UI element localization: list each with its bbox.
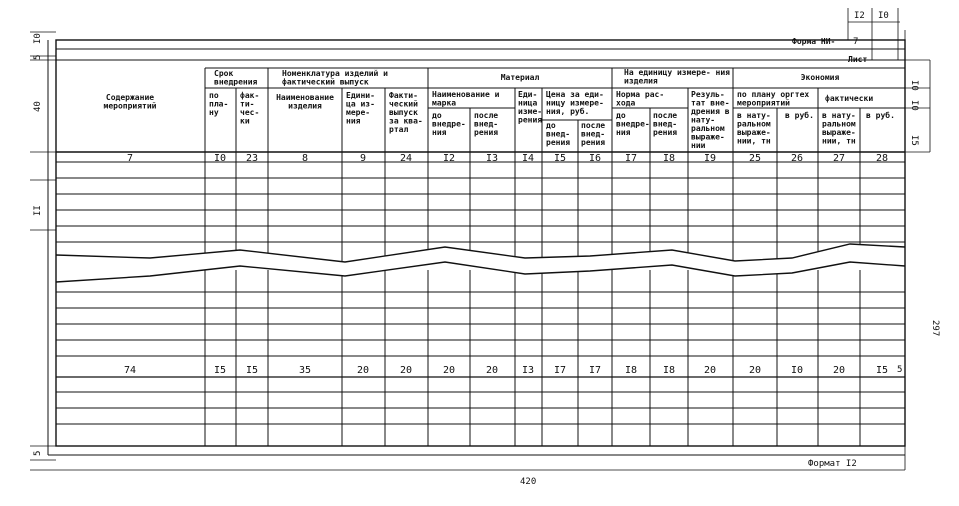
column-number-11: I7: [624, 153, 638, 164]
sheet-label: Лист: [848, 55, 868, 64]
header-period: Срок внедрения: [214, 69, 258, 87]
left-dim-1: I0: [33, 33, 43, 44]
column-width-6: 20: [442, 365, 456, 376]
header-nom-output: Факти-ческий выпуск за ква-ртал: [389, 91, 423, 134]
table-bottom-grid: [48, 270, 915, 446]
column-number-15: 26: [790, 153, 804, 164]
column-number-0: 7: [126, 153, 134, 164]
column-width-16: 20: [832, 365, 846, 376]
column-width-9: I7: [553, 365, 567, 376]
header-norm-before: до внедре-ния: [616, 111, 650, 137]
column-width-10: I7: [588, 365, 602, 376]
header-period-plan: по пла-ну: [209, 91, 229, 117]
column-width-2: I5: [245, 365, 259, 376]
column-number-5: 24: [399, 153, 413, 164]
column-width-15: I0: [790, 365, 804, 376]
column-width-1: I5: [213, 365, 227, 376]
column-width-8: I3: [521, 365, 535, 376]
top-dim-2: I0: [878, 11, 889, 21]
header-material: Материал: [500, 73, 540, 82]
header-nom-name: Наименование изделия: [276, 93, 334, 111]
header-norm-after: после внед-рения: [653, 111, 678, 137]
left-dim-4: II: [33, 205, 43, 216]
column-number-14: 25: [748, 153, 762, 164]
left-dim-5: 5: [33, 450, 43, 456]
column-widths-row: [124, 365, 888, 376]
column-number-1: I0: [213, 153, 227, 164]
header-result: Резуль-тат вне-дрения в нату-ральном выраже-нии: [691, 90, 730, 150]
header-norm: Норма рас-хода: [616, 90, 665, 108]
column-number-3: 8: [301, 153, 309, 164]
column-width-12: I8: [662, 365, 676, 376]
header-econ-rub-plan: в руб.: [785, 111, 814, 120]
column-number-9: I5: [553, 153, 567, 164]
header-texts: [104, 68, 895, 150]
width-dimension: 420: [520, 477, 537, 487]
header-mat-unit: Еди-ница изме-рения: [518, 90, 543, 125]
break-wave: [56, 244, 905, 282]
right-dim-2: I0: [909, 100, 919, 111]
header-period-fact: фак-ти-чес-ки: [240, 91, 260, 126]
header-price: Цена за еди-ницу измере-ния, руб.: [546, 90, 604, 116]
column-width-7: 20: [485, 365, 499, 376]
column-width-11: I8: [624, 365, 638, 376]
header-content: Содержание мероприятий: [103, 93, 157, 111]
column-number-4: 9: [359, 153, 367, 164]
column-number-6: I2: [442, 153, 456, 164]
right-dim-3: I5: [909, 135, 919, 146]
left-dim-3: 40: [33, 101, 43, 112]
column-width-14: 20: [748, 365, 762, 376]
form-number: 7: [853, 37, 859, 47]
column-number-17: 28: [875, 153, 889, 164]
header-price-before: до внед-рения: [546, 121, 571, 147]
column-number-8: I4: [521, 153, 535, 164]
column-width-4: 20: [356, 365, 370, 376]
top-dim-1: I2: [854, 11, 865, 21]
header-mat-name: Наименование и марка: [432, 90, 500, 108]
header-mat-after: после внед-рения: [474, 111, 499, 137]
header-econ-rub-fact: в руб.: [866, 111, 895, 120]
right-tail-dim: 5: [897, 365, 903, 375]
height-dimension: 297: [930, 320, 940, 337]
column-number-12: I8: [662, 153, 676, 164]
column-number-7: I3: [485, 153, 499, 164]
form-label: Форма НИ-: [792, 37, 836, 46]
header-econ-nat-plan: в нату-ральном выраже-нии, тн: [737, 111, 771, 146]
column-width-3: 35: [298, 365, 312, 376]
header-price-after: после внед-рения: [581, 121, 606, 147]
header-mat-before: до внедре-ния: [432, 111, 466, 137]
right-dim-1: I0: [909, 80, 919, 91]
column-width-13: 20: [703, 365, 717, 376]
frame-lines: [30, 8, 930, 470]
column-width-0: 74: [123, 365, 137, 376]
header-fact-econ: фактически: [825, 94, 874, 103]
header-per-unit: На единицу измере- ния изделия: [624, 68, 730, 86]
column-number-2: 23: [245, 153, 259, 164]
header-nom-unit: Едини-ца из-мере-ния: [346, 91, 375, 126]
column-number-16: 27: [832, 153, 846, 164]
column-width-17: I5: [875, 365, 889, 376]
column-width-5: 20: [399, 365, 413, 376]
header-nomenclature: Номенклатура изделий и фактический выпуск: [282, 69, 388, 87]
left-dim-2: 5: [33, 54, 43, 60]
header-economy: Экономия: [800, 73, 840, 82]
format-label: Формат I2: [808, 459, 857, 469]
column-number-10: I6: [588, 153, 602, 164]
header-plan-econ: по плану оргтех мероприятий: [737, 90, 810, 108]
column-number-13: I9: [703, 153, 717, 164]
header-econ-nat-fact: в нату-ральном выраже-нии, тн: [822, 111, 856, 146]
